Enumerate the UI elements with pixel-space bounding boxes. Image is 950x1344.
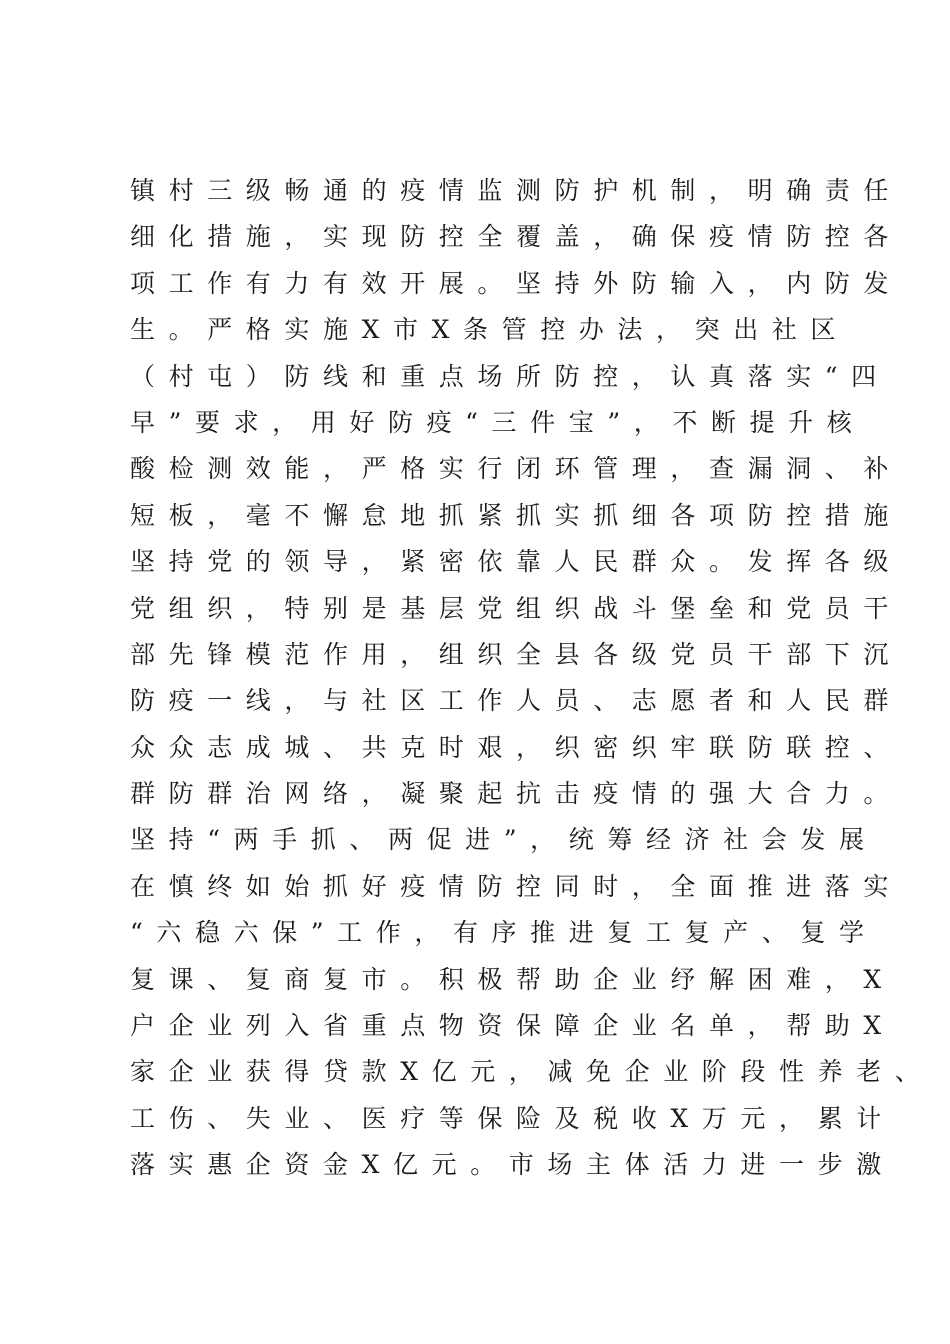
text-line-3: 项工作有力有效开展。坚持外防输入，内防发 [130,268,903,298]
text-line-14: 群防群治网络，凝聚起抗击疫情的强大合力。 [130,779,903,809]
body-text [130,168,934,1189]
text-line-1: 镇村三级畅通的疫情监测防护机制，明确责任 [130,176,903,205]
text-line-19: 户企业列入省重点物资保障企业名单，帮助X [130,1011,895,1041]
text-line-21: 工伤、失业、医疗等保险及税收X万元，累计 [130,1103,895,1133]
text-line-5: （村屯）防线和重点场所防控，认真落实“四 [130,361,890,391]
text-line-12: 防疫一线，与社区工作人员、志愿者和人民群 [130,686,903,716]
text-line-8: 短板，毫不懈怠地抓紧抓实抓细各项防控措施 [130,500,903,530]
text-line-2: 细化措施，实现防控全覆盖，确保疫情防控各 [130,222,903,252]
text-line-4: 生。严格实施X市X条管控办法，突出社区 [130,315,849,345]
text-line-16: 在慎终如始抓好疫情防控同时，全面推进落实 [130,871,903,901]
text-line-7: 酸检测效能，严格实行闭环管理，查漏洞、补 [130,454,903,484]
text-line-20: 家企业获得贷款X亿元，减免企业阶段性养老、 [130,1057,934,1087]
text-line-15: 坚持“两手抓、两促进”，统筹经济社会发展 [130,825,878,855]
text-line-18: 复课、复商复市。积极帮助企业纾解困难，X [130,964,895,994]
text-line-11: 部先锋模范作用，组织全县各级党员干部下沉 [130,639,903,669]
text-line-13: 众众志成城、共克时艰，织密织牢联防联控、 [130,732,903,762]
text-line-17: “六稳六保”工作，有序推进复工复产、复学 [130,918,878,948]
text-line-22: 落实惠企资金X亿元。市场主体活力进一步激 [130,1150,895,1180]
text-line-10: 党组织，特别是基层党组织战斗堡垒和党员干 [130,593,903,623]
text-line-6: 早”要求，用好防疫“三件宝”，不断提升核 [130,407,866,437]
text-line-9: 坚持党的领导，紧密依靠人民群众。发挥各级 [130,547,903,577]
